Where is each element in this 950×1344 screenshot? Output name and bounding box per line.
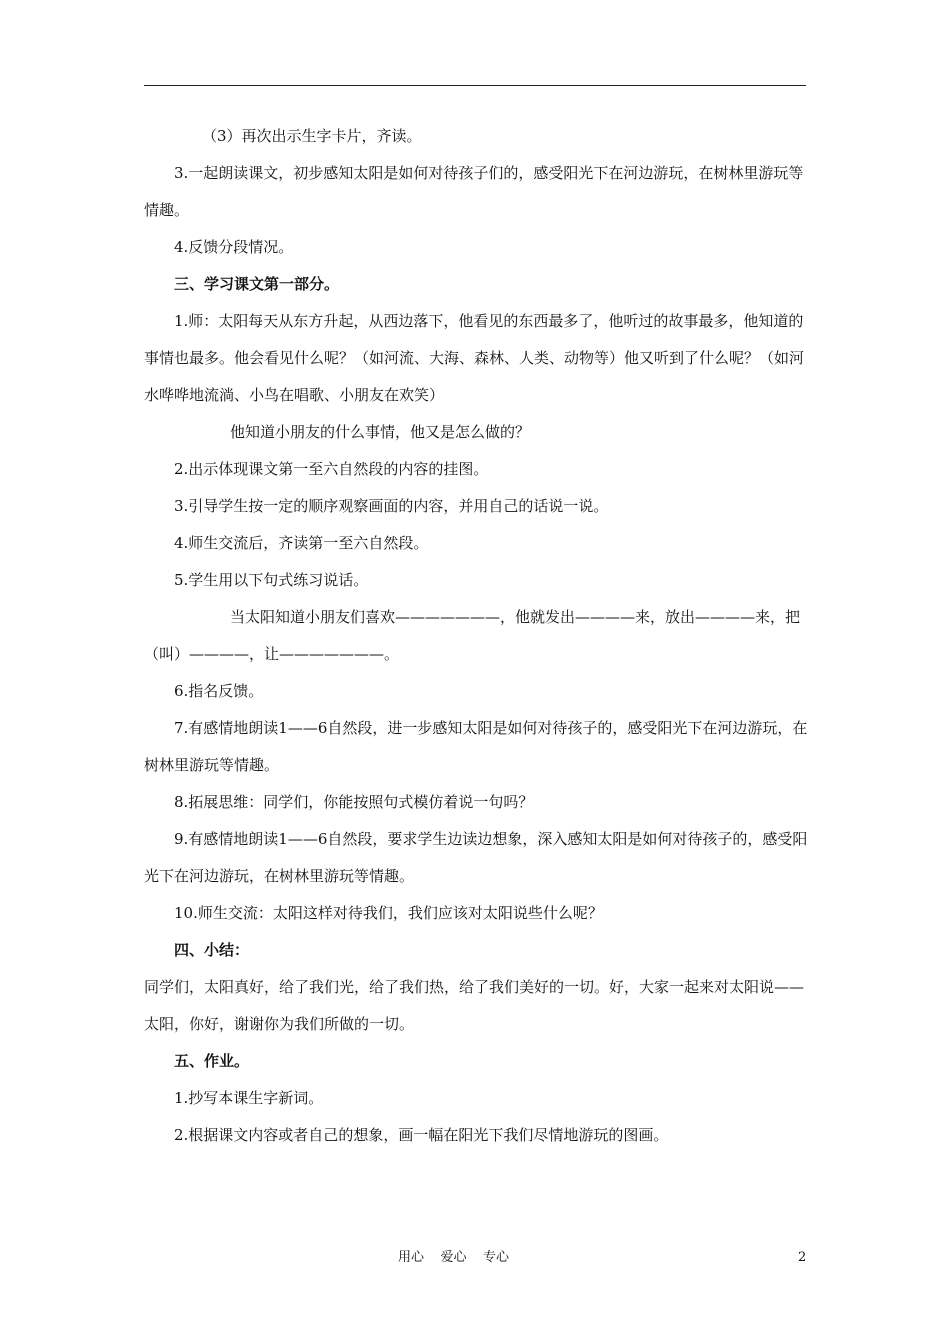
section-heading-5: 五、作业。 bbox=[174, 1052, 250, 1070]
footer-motto: 用心 爱心 专心 bbox=[398, 1250, 510, 1265]
step-2-3: 3.一起朗读课文，初步感知太阳是如何对待孩子们的，感受阳光下在河边游玩，在树林里游玩等情趣。 bbox=[144, 164, 804, 219]
sentence-pattern: 当太阳知道小朋友们喜欢———————，他就发出————来，放出————来，把（叫）————，让———————。 bbox=[144, 608, 801, 663]
page-number: 2 bbox=[798, 1250, 807, 1265]
step-3-1-question: 他知道小朋友的什么事情，他又是怎么做的？ bbox=[230, 423, 531, 441]
section-heading-4: 四、小结： bbox=[174, 941, 250, 959]
step-3-2: 2.出示体现课文第一至六自然段的内容的挂图。 bbox=[174, 460, 489, 478]
step-3-3: （3）再次出示生字卡片，齐读。 bbox=[202, 127, 422, 145]
step-2-4: 4.反馈分段情况。 bbox=[174, 238, 294, 256]
step-3-3b: 3.引导学生按一定的顺序观察画面的内容，并用自己的话说一说。 bbox=[174, 497, 609, 515]
summary-text: 同学们，太阳真好，给了我们光，给了我们热，给了我们美好的一切。好，大家一起来对太阳说——太阳，你好，谢谢你为我们所做的一切。 bbox=[144, 978, 805, 1033]
step-3-4: 4.师生交流后，齐读第一至六自然段。 bbox=[174, 534, 429, 552]
step-3-10: 10.师生交流：太阳这样对待我们，我们应该对太阳说些什么呢？ bbox=[174, 904, 603, 922]
step-3-8: 8.拓展思维：同学们，你能按照句式模仿着说一句吗？ bbox=[174, 793, 534, 811]
homework-2: 2.根据课文内容或者自己的想象，画一幅在阳光下我们尽情地游玩的图画。 bbox=[174, 1126, 669, 1144]
document-body bbox=[144, 118, 808, 1154]
homework-1: 1.抄写本课生字新词。 bbox=[174, 1089, 324, 1107]
step-3-1: 1.师：太阳每天从东方升起，从西边落下，他看见的东西最多了，他听过的故事最多，他知道的事情也最多。他会看见什么呢？（如河流、大海、森林、人类、动物等）他又听到了什么呢？（如河水哗哗地流淌、小鸟在唱歌、小朋友在欢笑） bbox=[144, 312, 805, 404]
step-3-9: 9.有感情地朗读1——6自然段，要求学生边读边想象，深入感知太阳是如何对待孩子的，感受阳光下在河边游玩，在树林里游玩等情趣。 bbox=[144, 830, 808, 885]
step-3-5: 5.学生用以下句式练习说话。 bbox=[174, 571, 369, 589]
section-heading-3: 三、学习课文第一部分。 bbox=[174, 275, 340, 293]
step-3-6: 6.指名反馈。 bbox=[174, 682, 264, 700]
step-3-7: 7.有感情地朗读1——6自然段，进一步感知太阳是如何对待孩子的，感受阳光下在河边游玩，在树林里游玩等情趣。 bbox=[144, 719, 808, 774]
header-rule bbox=[144, 85, 806, 86]
